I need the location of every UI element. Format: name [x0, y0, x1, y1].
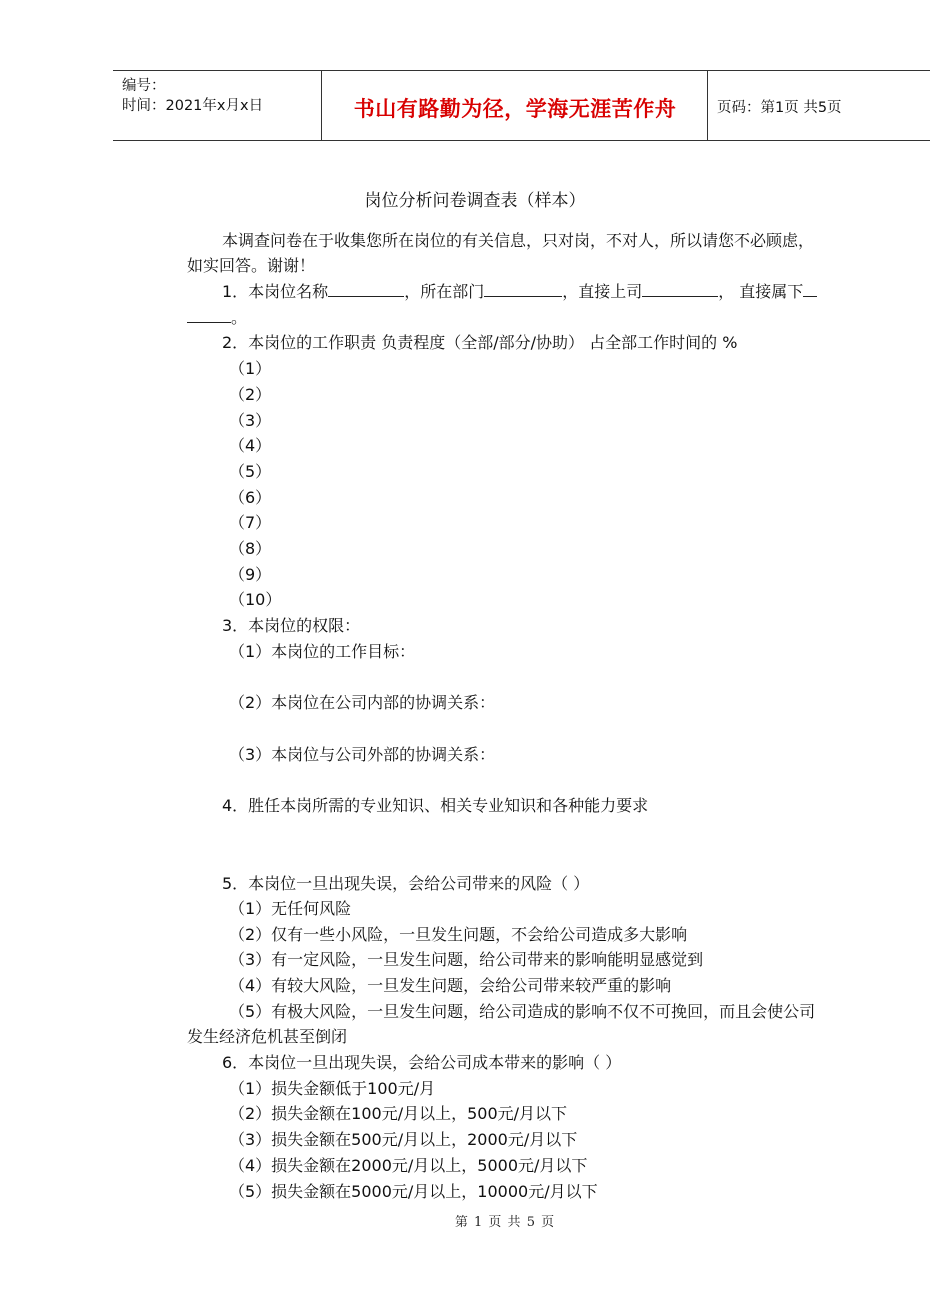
q1-supervisor-label: ，直接上司	[562, 282, 643, 301]
header-bottom-border	[113, 140, 930, 141]
q3-item-2: （2）本岗位在公司内部的协调关系：	[229, 693, 496, 712]
q6-heading: 6．本岗位一旦出现失误，会给公司成本带来的影响（ ）	[222, 1053, 622, 1072]
q2-item-9: （9）	[229, 565, 272, 584]
q2-item-8: （8）	[229, 539, 272, 558]
q5-item-5: （5）有极大风险，一旦发生问题，给公司造成的影响不仅不可挽回，而且会使公司	[229, 1002, 816, 1021]
q1-subordinate-blank-start[interactable]	[803, 281, 817, 297]
q1-subordinate-blank-end[interactable]	[187, 307, 231, 323]
q1-subordinate-label: ， 直接属下	[718, 282, 804, 301]
q2-item-7: （7）	[229, 513, 272, 532]
q3-item-1: （1）本岗位的工作目标：	[229, 642, 416, 661]
intro-line-1: 本调查问卷在于收集您所在岗位的有关信息，只对岗，不对人，所以请您不必顾虑，	[222, 231, 815, 250]
q2-heading: 2．本岗位的工作职责 负责程度（全部/部分/协助） 占全部工作时间的 %	[222, 333, 738, 352]
header-time-label: 时间：2021年x月x日	[122, 98, 264, 114]
q3-heading: 3．本岗位的权限：	[222, 616, 361, 635]
q5-item-1: （1）无任何风险	[229, 899, 352, 918]
q6-item-2: （2）损失金额在100元/月以上，500元/月以下	[229, 1104, 568, 1123]
q2-item-1: （1）	[229, 359, 272, 378]
q1-position-name-blank[interactable]	[328, 281, 404, 297]
intro-line-2: 如实回答。谢谢！	[187, 256, 316, 275]
q2-item-3: （3）	[229, 411, 272, 430]
q6-item-3: （3）损失金额在500元/月以上，2000元/月以下	[229, 1130, 578, 1149]
q1-position-name-label: 1．本岗位名称	[222, 282, 329, 301]
q3-item-3: （3）本岗位与公司外部的协调关系：	[229, 745, 496, 764]
q1-department-blank[interactable]	[484, 281, 562, 297]
q2-item-4: （4）	[229, 436, 272, 455]
q1-department-label: ，所在部门	[404, 282, 485, 301]
q6-item-1: （1）损失金额低于100元/月	[229, 1079, 436, 1098]
q6-item-4: （4）损失金额在2000元/月以上，5000元/月以下	[229, 1156, 588, 1175]
q1-supervisor-blank[interactable]	[642, 281, 718, 297]
q5-item-2: （2）仅有一些小风险，一旦发生问题，不会给公司造成多大影响	[229, 925, 688, 944]
q2-item-5: （5）	[229, 462, 272, 481]
q2-item-6: （6）	[229, 488, 272, 507]
header-page-label: 页码：第1页 共5页	[717, 100, 842, 116]
q5-item-4: （4）有较大风险，一旦发生问题，会给公司带来较严重的影响	[229, 976, 672, 995]
q5-heading: 5．本岗位一旦出现失误，会给公司带来的风险（ ）	[222, 874, 590, 893]
q4-heading: 4．胜任本岗所需的专业知识、相关专业知识和各种能力要求	[222, 796, 649, 815]
q5-item-3: （3）有一定风险，一旦发生问题，给公司带来的影响能明显感觉到	[229, 950, 704, 969]
q2-item-10: （10）	[229, 590, 282, 609]
q1-line	[222, 279, 817, 302]
document-title: 岗位分析问卷调查表（样本）	[364, 191, 586, 211]
page-footer: 第 1 页 共 5 页	[454, 1215, 556, 1230]
header-top-border	[113, 70, 930, 71]
q5-item-5-continued: 发生经济危机甚至倒闭	[187, 1027, 348, 1046]
header-number-label: 编号：	[122, 78, 166, 94]
q1-line-2	[187, 305, 247, 328]
q2-item-2: （2）	[229, 385, 272, 404]
header-motto: 书山有路勤为径，学海无涯苦作舟	[353, 96, 677, 121]
q1-end-mark: 。	[231, 308, 248, 327]
header-left-cell	[122, 76, 263, 116]
q6-item-5: （5）损失金额在5000元/月以上，10000元/月以下	[229, 1182, 598, 1201]
